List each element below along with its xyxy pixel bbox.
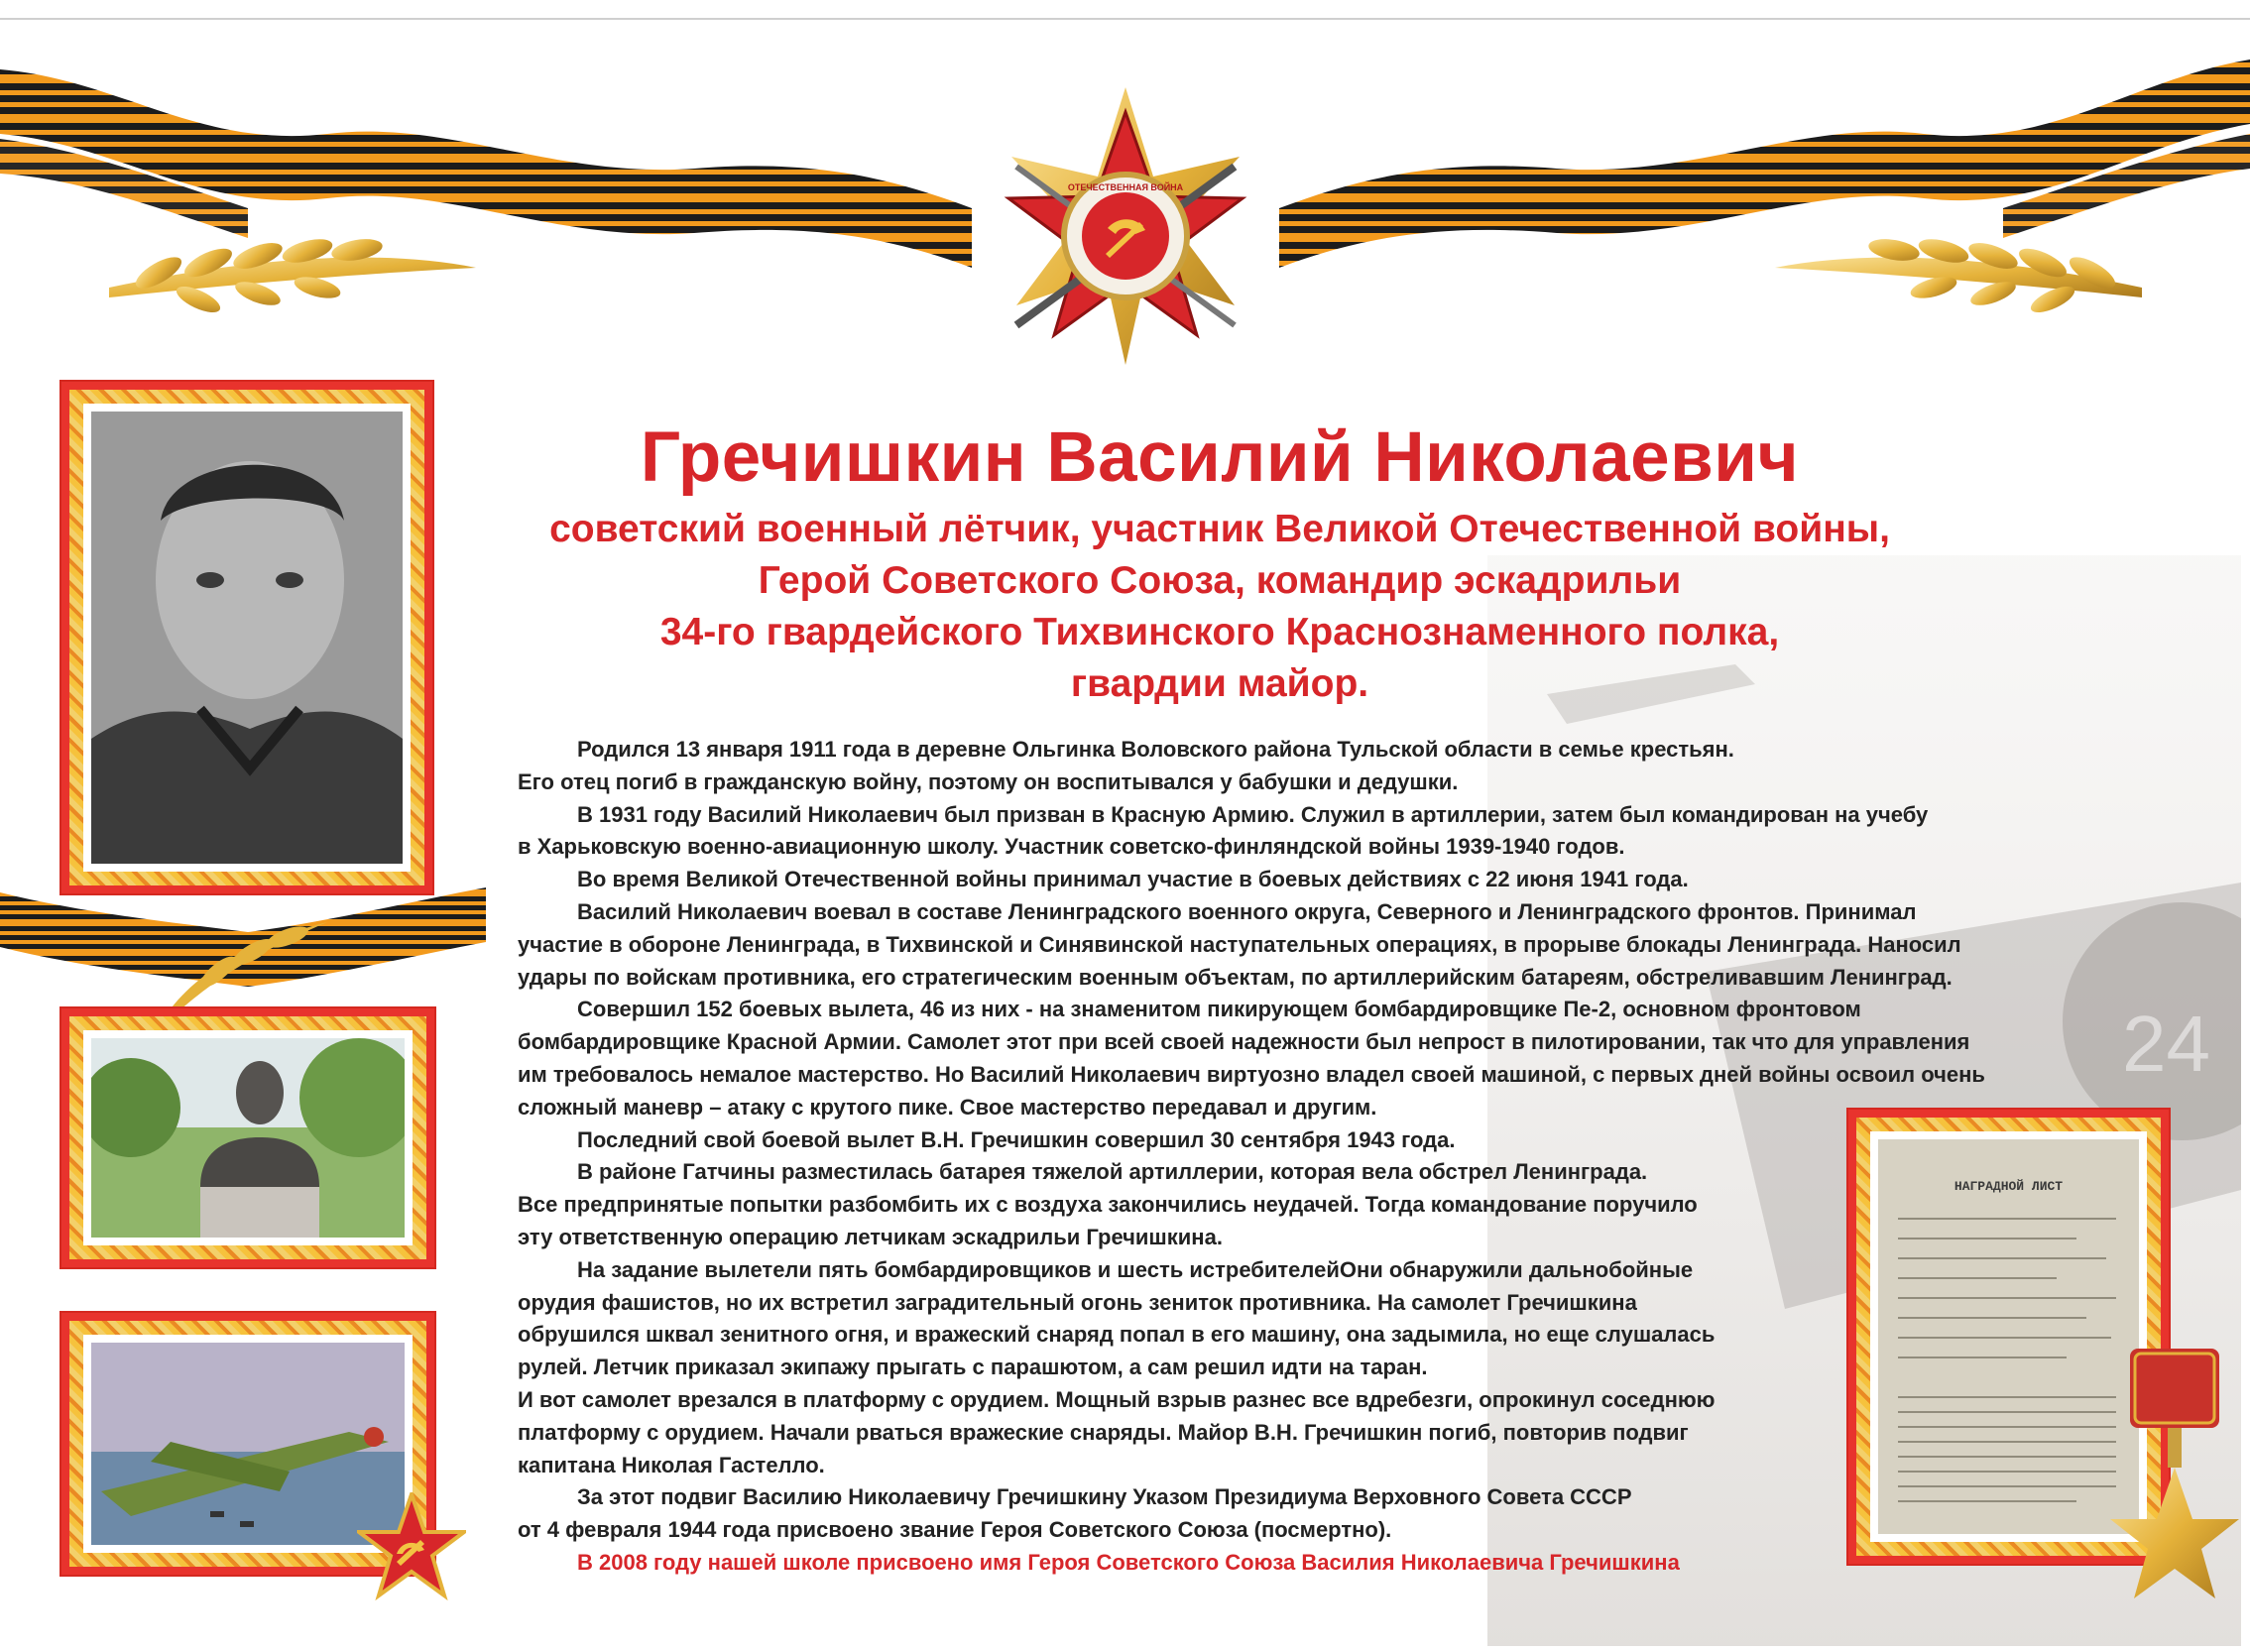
st-george-ribbon-banner [0, 40, 2250, 397]
subtitle-line: советский военный лётчик, участник Великой Отечественной войны, [549, 508, 1890, 550]
bio-line: от 4 февраля 1944 года присвоено звание Героя Советского Союза (посмертно). [518, 1517, 1392, 1543]
bio-line: в Харьковскую военно-авиационную школу. Участник советско-финляндской войны 1939-1940 годов. [518, 834, 1625, 860]
subtitle-line: Герой Советского Союза, командир эскадрильи [758, 559, 1682, 602]
bio-line: бомбардировщике Красной Армии. Самолет этот при всей своей надежности был непрост в пилотировании, так что для управления [518, 1029, 1970, 1055]
subtitle-line: гвардии майор. [1070, 662, 1369, 705]
bio-line: Все предпринятые попытки разбомбить их с воздуха закончились неудачей. Тогда командование поручило [518, 1192, 1698, 1218]
biography-text [518, 734, 2124, 1580]
portrait-frame [59, 380, 434, 895]
bio-line: удары по войскам противника, его стратегическим военным объектам, по артиллерийским батареям, обстреливавшим Ленинград. [518, 964, 1953, 990]
top-divider [0, 18, 2250, 20]
bio-line: эту ответственную операцию летчикам эскадрильи Гречишкина. [518, 1224, 1223, 1249]
bio-line: Совершил 152 боевых вылета, 46 из них - на знаменитом пикирующем бомбардировщике Пе-2, основном фронтовом [577, 997, 1861, 1022]
bio-line: Во время Великой Отечественной войны принимал участие в боевых действиях с 22 июня 1941 года. [577, 867, 1689, 892]
bio-line: В районе Гатчины разместилась батарея тяжелой артиллерии, которая вела обстрел Ленинграда. [577, 1159, 1648, 1185]
bio-line: Родился 13 января 1911 года в деревне Ольгинка Воловского района Тульской области в семье крестьян. [577, 737, 1734, 762]
portrait-photo [91, 412, 403, 864]
bust-monument-frame [59, 1006, 436, 1269]
bio-line: Последний свой боевой вылет В.Н. Гречишкин совершил 30 сентября 1943 года. [577, 1126, 1456, 1152]
order-ring-text: ОТЕЧЕСТВЕННАЯ ВОЙНА [1067, 182, 1184, 192]
red-star-hammer-sickle-icon [357, 1492, 466, 1601]
subtitle-line: 34-го гвардейского Тихвинского Краснознаменного полка, [659, 611, 1780, 653]
bio-line: И вот самолет врезался в платформу с орудием. Мощный взрыв разнес все вдребезги, опрокинул соседнюю [518, 1386, 1716, 1412]
hero-gold-star-medal-icon [2110, 1339, 2239, 1606]
bio-line: сложный маневр – атаку с крутого пике. Свое мастерство передавал и другим. [518, 1094, 1377, 1120]
bio-line: Его отец погиб в гражданскую войну, поэтому он воспитывался у бабушки и дедушки. [518, 768, 1459, 794]
bio-line: платформу с орудием. Начали рваться вражеские снаряды. Майор В.Н. Гречишкин погиб, повторив подвиг [518, 1419, 1689, 1445]
school-naming-note: В 2008 году нашей школе присвоено имя Героя Советского Союза Василия Николаевича Гречишкина [577, 1549, 1680, 1575]
bio-line: Василий Николаевич воевал в составе Ленинградского военного округа, Северного и Ленинградского фронтов. Принимал [577, 898, 1917, 924]
small-ribbon-decoration [0, 863, 486, 1011]
bio-line: орудия фашистов, но их встретил заградительный огонь зениток противника. На самолет Гречишкина [518, 1289, 1637, 1315]
hero-name-title: Гречишкин Василий Николаевич [640, 418, 1800, 497]
svg-text:24: 24 [2122, 1000, 2210, 1088]
hero-subtitle [446, 504, 1993, 710]
award-document-heading: НАГРАДНОЙ ЛИСТ [1954, 1179, 2064, 1194]
bio-line: В 1931 году Василий Николаевич был призван в Красную Армию. Служил в артиллерии, затем был командирован на учебу [577, 801, 1929, 827]
bio-line: За этот подвиг Василию Николаевичу Гречишкину Указом Президиума Верховного Совета СССР [577, 1484, 1632, 1510]
bust-monument-photo [91, 1038, 405, 1238]
bio-line: капитана Николая Гастелло. [518, 1452, 825, 1477]
bio-line: На задание вылетели пять бомбардировщиков и шесть истребителейОни обнаружили дальнобойные [577, 1256, 1694, 1282]
bio-line: им требовалось немалое мастерство. Но Василий Николаевич виртуозно владел своей машиной, с первых дней войны освоил очень [518, 1061, 1985, 1087]
bio-line: обрушился шквал зенитного огня, и вражеский снаряд попал в его машину, она задымила, но еще слушалась [518, 1322, 1716, 1348]
order-patriotic-war-icon [1008, 87, 1243, 365]
bio-line: участие в обороне Ленинграда, в Тихвинской и Синявинской наступательных операциях, в прорыве блокады Ленинграда. Наносил [518, 931, 1961, 957]
bio-line: рулей. Летчик приказал экипажу прыгать с парашютом, а сам решил идти на таран. [518, 1355, 1428, 1380]
